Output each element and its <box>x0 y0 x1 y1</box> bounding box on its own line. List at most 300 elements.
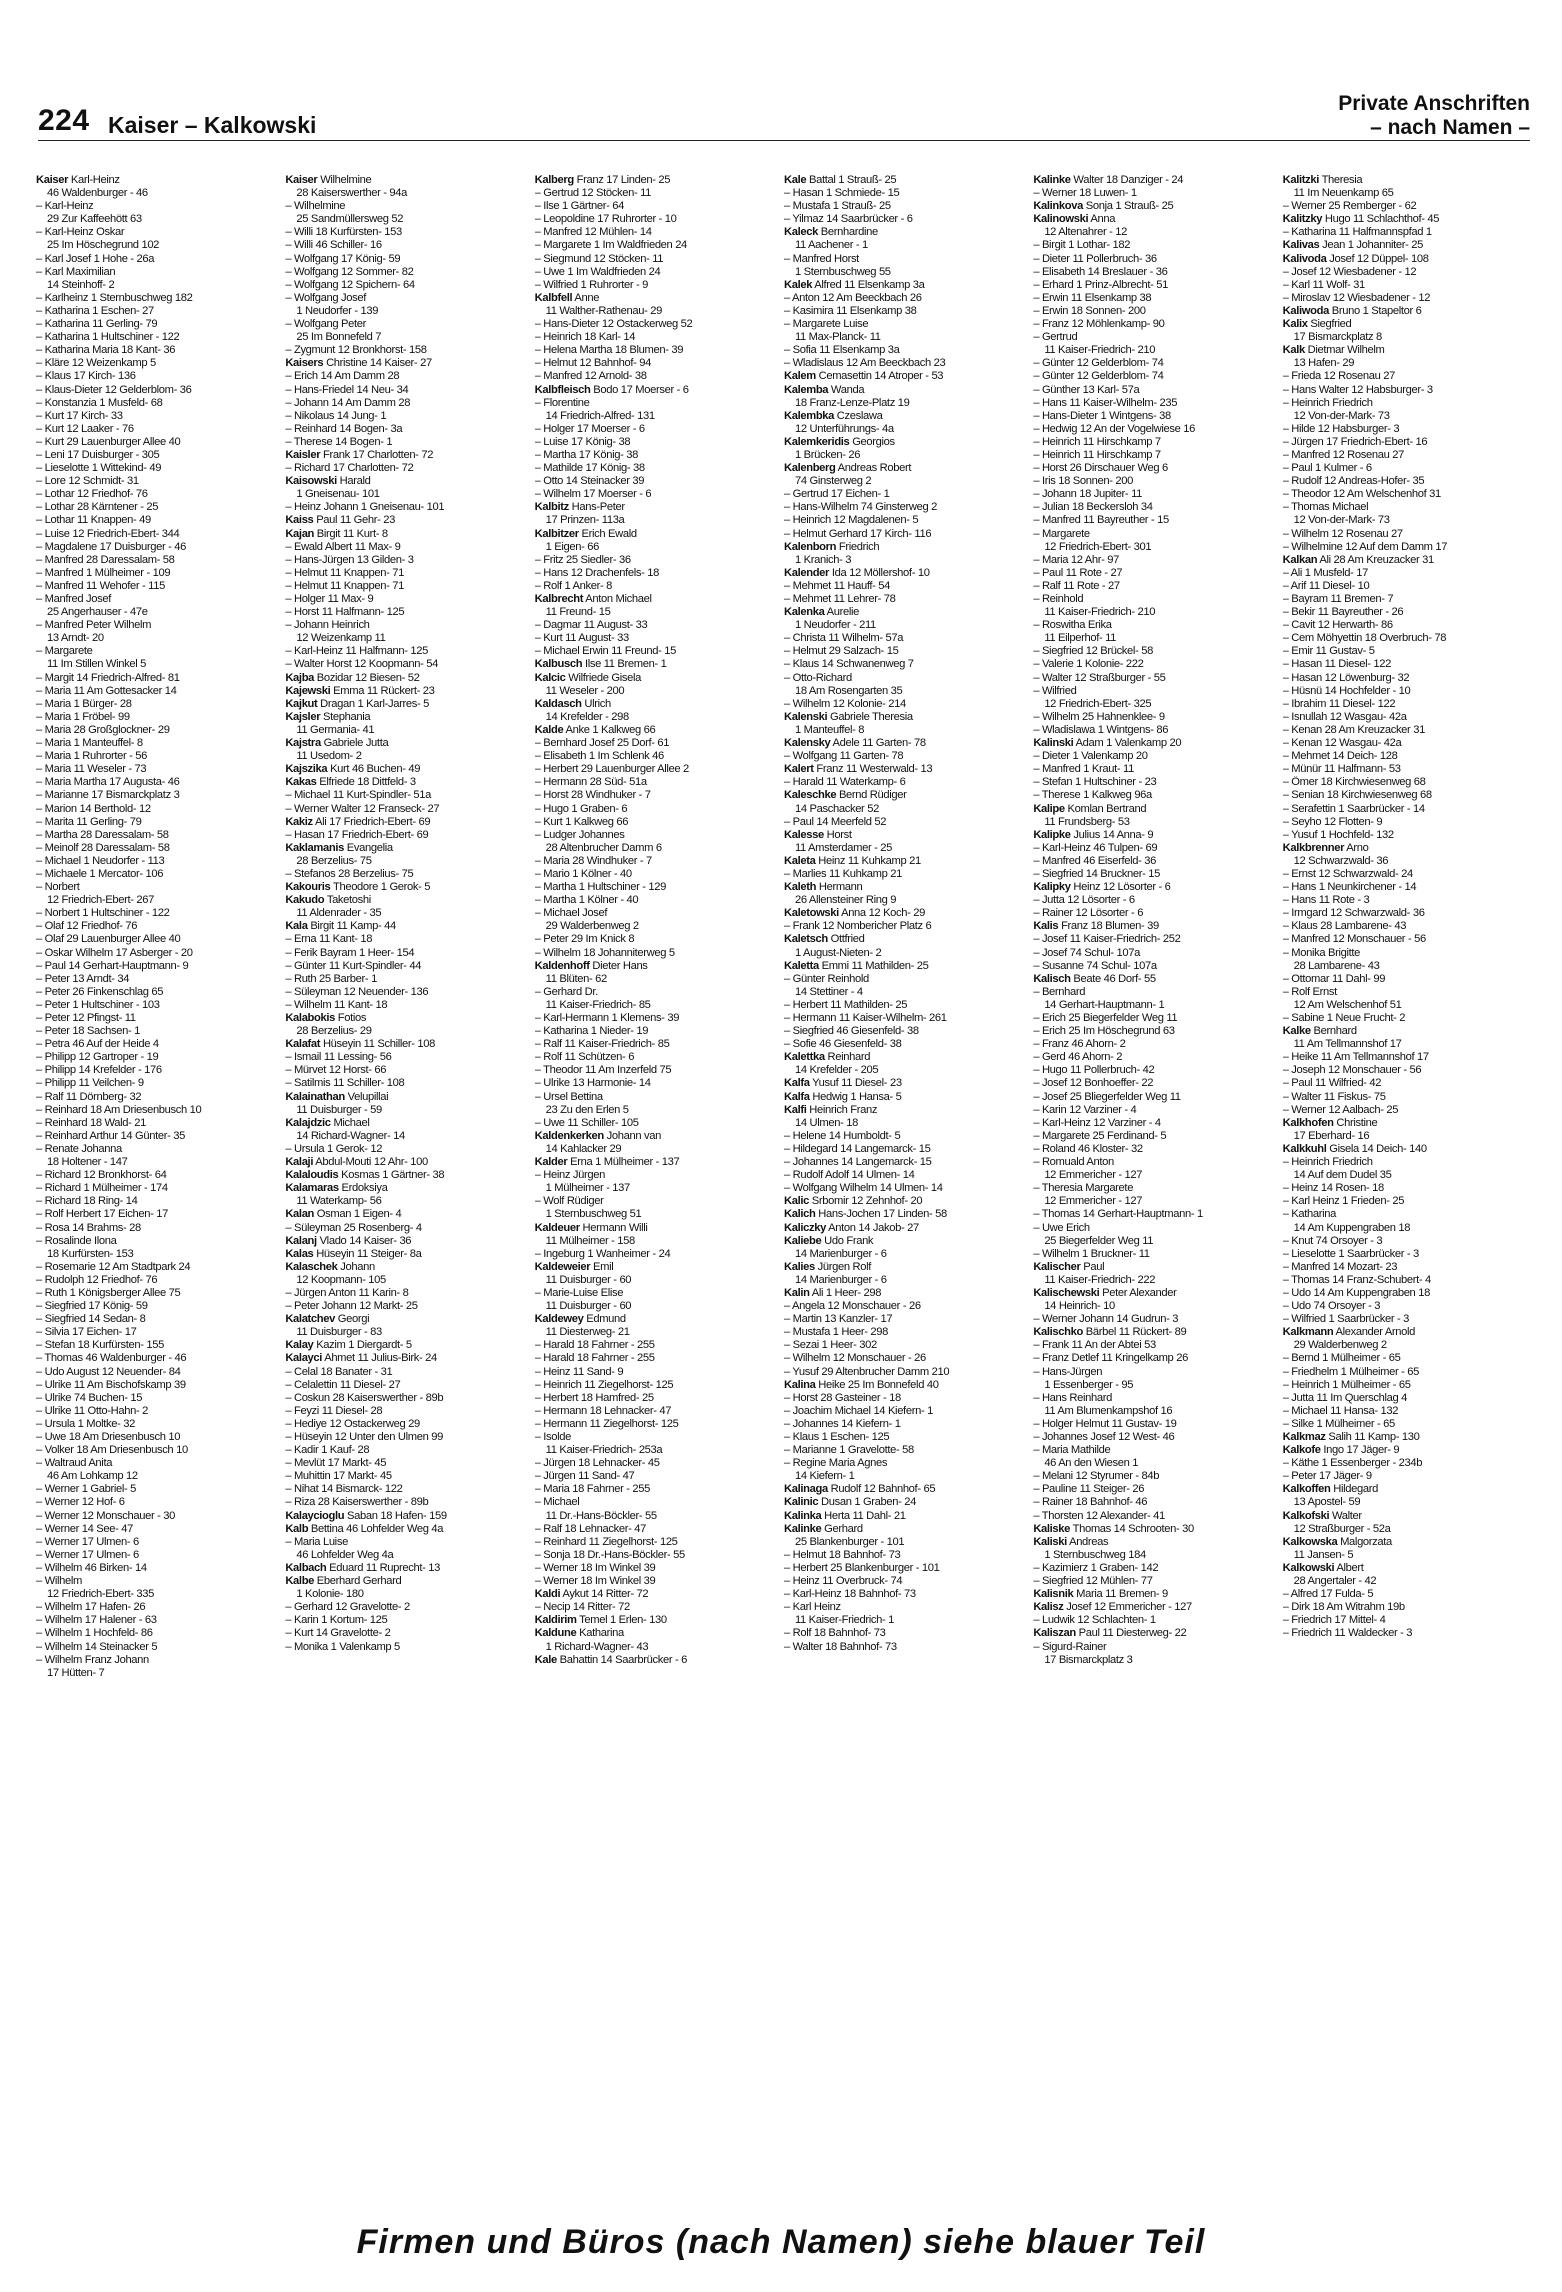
directory-entry <box>784 1366 1027 1379</box>
entry-surname: Kajewski <box>285 684 331 697</box>
directory-entry <box>36 698 279 711</box>
directory-entry <box>535 187 778 200</box>
entry-text: – Elisabeth 1 Im Schlenk 46 <box>534 750 664 763</box>
directory-entry <box>1283 947 1526 960</box>
directory-entry <box>1283 174 1526 187</box>
entry-text: – Zygmunt 12 Bronkhorst- 158 <box>285 344 427 357</box>
entry-text: Heinz 11 Kuhkamp 21 <box>815 854 921 867</box>
directory-entry <box>1033 384 1276 397</box>
entry-surname: Kalettka <box>783 1051 825 1064</box>
entry-text: – Karl-Heinz <box>36 200 94 213</box>
directory-entry <box>1033 1562 1276 1575</box>
directory-entry <box>1033 436 1276 449</box>
directory-entry <box>1283 1392 1526 1405</box>
entry-text: 1 Neudorfer - 211 <box>794 619 876 632</box>
directory-entry <box>535 1169 778 1182</box>
entry-text: – Mustafa 1 Strauß- 25 <box>783 200 891 213</box>
entry-surname: Kala <box>285 920 308 933</box>
directory-entry <box>36 868 279 881</box>
entry-surname: Kalensky <box>783 737 831 750</box>
entry-text: – Maria 12 Ahr- 97 <box>1033 553 1120 566</box>
entry-text: 11 Kaiser-Friedrich- 85 <box>545 998 651 1011</box>
entry-surname: Kalipky <box>1033 881 1071 894</box>
directory-entry <box>535 1117 778 1130</box>
entry-text: – Maria 11 Am Gottesacker 14 <box>36 684 177 697</box>
entry-text: – Theodor 12 Am Welschenhof 31 <box>1282 488 1441 501</box>
directory-column-1 <box>36 174 285 2182</box>
entry-surname: Kalbfell <box>534 291 573 304</box>
directory-entry <box>784 1575 1027 1588</box>
entry-text: – Karl Heinz 1 Frieden- 25 <box>1282 1195 1405 1208</box>
entry-surname: Kalkbrenner <box>1282 841 1345 854</box>
entry-text: Hans-Peter <box>568 501 625 514</box>
entry-text: 28 Kaiserswerther - 94a <box>296 187 408 200</box>
directory-entry <box>784 436 1027 449</box>
entry-text: – Werner 17 Ulmen- 6 <box>36 1535 139 1548</box>
entry-text: – Norbert 1 Hultschiner - 122 <box>36 907 170 920</box>
entry-text: – Maria 1 Bürger- 28 <box>36 697 132 710</box>
entry-text: – Reinhard 11 Ziegelhorst- 125 <box>534 1535 678 1548</box>
directory-entry <box>535 475 778 488</box>
entry-surname: Kaletta <box>783 959 819 972</box>
entry-text: – Reinhold <box>1033 593 1084 605</box>
entry-surname: Kaldenkerken <box>534 1129 604 1142</box>
entry-text: 18 Franz-Lenze-Platz 19 <box>794 396 910 409</box>
directory-entry <box>1033 514 1276 527</box>
directory-entry <box>535 1510 778 1523</box>
entry-text: – Walter Horst 12 Koopmann- 54 <box>285 658 438 671</box>
entry-text: – Hans 11 Rote - 3 <box>1282 894 1370 907</box>
entry-text: – Hugo 11 Pollerbruch- 42 <box>1033 1064 1155 1077</box>
directory-entry <box>535 672 778 685</box>
entry-text: 12 Von-der-Mark- 73 <box>1293 409 1390 422</box>
entry-text: – Karl-Heinz 11 Halfmann- 125 <box>285 645 428 658</box>
entry-text: 12 Von-der-Mark- 73 <box>1293 514 1390 527</box>
entry-text: 12 Am Welschenhof 51 <box>1293 998 1402 1011</box>
entry-text: – Helmut 12 Bahnhof- 94 <box>534 357 651 370</box>
directory-entry <box>1283 514 1526 527</box>
entry-text: – Hans-Jürgen 13 Gilden- 3 <box>285 553 414 566</box>
directory-entry <box>1283 1536 1526 1549</box>
directory-entry <box>535 1352 778 1365</box>
entry-surname: Kalem <box>783 370 816 383</box>
entry-text: Eduard 11 Ruprecht- 13 <box>326 1561 441 1574</box>
directory-entry <box>1283 632 1526 645</box>
entry-text: – Yilmaz 14 Saarbrücker - 6 <box>783 213 913 226</box>
entry-text: – Emir 11 Gustav- 5 <box>1282 645 1375 658</box>
entry-text: – Ruth 1 Königsberger Allee 75 <box>36 1286 181 1299</box>
entry-text: Harald <box>336 475 371 488</box>
name-range: Kaiser – Kalkowski <box>108 112 317 138</box>
entry-text: – Melani 12 Styrumer - 84b <box>1033 1470 1160 1483</box>
directory-entry <box>285 645 528 658</box>
entry-text: – Horst 28 Gasteiner - 18 <box>783 1391 901 1404</box>
entry-text: Julius 14 Anna- 9 <box>1070 828 1154 841</box>
entry-text: – Margit 14 Friedrich-Alfred- 81 <box>36 671 180 684</box>
entry-text: – Julian 18 Beckersloh 34 <box>1033 501 1153 514</box>
directory-entry <box>36 1025 279 1038</box>
directory-entry <box>36 462 279 475</box>
entry-text: – Holger 17 Moerser - 6 <box>534 422 645 435</box>
entry-text: – Peter 13 Arndt- 34 <box>36 972 130 985</box>
directory-entry <box>1033 711 1276 724</box>
entry-text: Taketoshi <box>324 894 371 907</box>
entry-text: – Philipp 11 Veilchen- 9 <box>36 1077 144 1090</box>
entry-text: Reinhard <box>824 1051 871 1064</box>
directory-entry <box>36 750 279 763</box>
directory-entry <box>285 803 528 816</box>
entry-text: Ingo 17 Jäger- 9 <box>1320 1444 1400 1457</box>
entry-text: – Martha 17 König- 38 <box>534 448 639 461</box>
directory-entry <box>1283 1379 1526 1392</box>
directory-entry <box>535 1470 778 1483</box>
entry-text: – Erwin 11 Elsenkamp 38 <box>1033 291 1152 304</box>
directory-entry <box>535 1156 778 1169</box>
directory-entry <box>285 1352 528 1365</box>
entry-text: 14 Richard-Wagner- 14 <box>296 1129 405 1142</box>
directory-entry <box>784 1077 1027 1090</box>
entry-text: Wilfriede Gisela <box>565 671 642 684</box>
directory-entry <box>1283 1562 1526 1575</box>
directory-entry <box>535 397 778 410</box>
entry-surname: Kaisers <box>285 357 324 370</box>
entry-text: – Rolf 1 Anker- 8 <box>534 579 613 592</box>
directory-entry <box>1283 1104 1526 1117</box>
entry-surname: Kalamaras <box>285 1182 339 1195</box>
entry-text: – Friedhelm 1 Mülheimer - 65 <box>1282 1365 1419 1378</box>
entry-text: – Maria Mathilde <box>1033 1444 1111 1457</box>
directory-entry <box>784 1470 1027 1483</box>
entry-text: – Ludwik 12 Schlachten- 1 <box>1033 1614 1156 1627</box>
entry-text: – Therese 14 Bogen- 1 <box>285 435 393 448</box>
entry-text: – Hediye 12 Ostackerweg 29 <box>285 1417 420 1430</box>
directory-entry <box>535 318 778 331</box>
directory-entry <box>535 174 778 187</box>
entry-text: – Werner 25 Remberger - 62 <box>1282 200 1417 213</box>
directory-entry <box>1283 1130 1526 1143</box>
entry-text: 46 Waldenburger - 46 <box>47 187 148 200</box>
directory-entry <box>784 501 1027 514</box>
entry-text: 14 Friedrich-Alfred- 131 <box>545 409 655 422</box>
directory-entry <box>1033 1431 1276 1444</box>
directory-entry <box>784 1379 1027 1392</box>
directory-entry <box>535 331 778 344</box>
entry-text: – Coskun 28 Kaiserswerther - 89b <box>285 1391 444 1404</box>
entry-text: 14 Krefelder - 205 <box>794 1064 879 1077</box>
entry-surname: Kalfa <box>783 1090 810 1103</box>
entry-text: – Hermann 18 Lehnacker- 47 <box>534 1404 672 1417</box>
directory-entry <box>535 384 778 397</box>
directory-entry <box>285 1143 528 1156</box>
directory-entry <box>784 789 1027 802</box>
directory-entry <box>1283 397 1526 410</box>
entry-text: – Isnullah 12 Wasgau- 42a <box>1282 710 1407 723</box>
entry-text: Osman 1 Eigen- 4 <box>314 1208 402 1221</box>
entry-text: Peter Alexander <box>1099 1286 1177 1299</box>
entry-surname: Kalaloudis <box>285 1169 339 1182</box>
entry-surname: Kalin <box>783 1286 810 1299</box>
directory-entry <box>285 1510 528 1523</box>
directory-entry <box>784 1104 1027 1117</box>
entry-text: – Stefan 18 Kurfürsten- 155 <box>36 1339 164 1352</box>
directory-entry <box>1033 200 1276 213</box>
directory-entry <box>784 619 1027 632</box>
directory-entry <box>285 1366 528 1379</box>
entry-text: – Frank 11 An der Abtei 53 <box>1033 1339 1156 1352</box>
entry-text: – Gerhard 12 Gravelotte- 2 <box>285 1601 410 1614</box>
directory-entry <box>1283 462 1526 475</box>
directory-entry <box>285 1130 528 1143</box>
entry-text: Bozidar 12 Biesen- 52 <box>314 671 420 684</box>
entry-text: Friedrich <box>836 540 880 553</box>
entry-text: Alfred 11 Elsenkamp 3a <box>812 278 925 291</box>
directory-entry <box>784 606 1027 619</box>
directory-entry <box>36 344 279 357</box>
directory-entry <box>285 541 528 554</box>
entry-text: – Karl-Heinz 46 Tulpen- 69 <box>1033 841 1158 854</box>
directory-entry <box>784 213 1027 226</box>
directory-entry <box>285 920 528 933</box>
directory-entry <box>36 685 279 698</box>
directory-entry <box>1033 776 1276 789</box>
directory-entry <box>1283 907 1526 920</box>
entry-text: 11 Germania- 41 <box>296 723 375 736</box>
entry-text: – Richard 12 Bronkhorst- 64 <box>36 1169 167 1182</box>
entry-text: – Jürgen 18 Lehnacker- 45 <box>534 1457 660 1470</box>
entry-text: – Feyzi 11 Diesel- 28 <box>285 1404 383 1417</box>
entry-text: – Kurt 17 Kirch- 33 <box>36 409 123 422</box>
directory-entry <box>1283 1352 1526 1365</box>
entry-text: 14 Ulmen- 18 <box>794 1116 858 1129</box>
entry-text: – Peter 18 Sachsen- 1 <box>36 1025 140 1038</box>
entry-text: 18 Am Rosengarten 35 <box>794 684 903 697</box>
directory-entry <box>285 1235 528 1248</box>
directory-entry <box>1283 1182 1526 1195</box>
entry-text: – Hugo 1 Graben- 6 <box>534 802 628 815</box>
entry-text: – Ralf 11 Dörnberg- 32 <box>36 1090 142 1103</box>
entry-text: – Wolf Rüdiger <box>534 1195 604 1208</box>
directory-entry <box>1283 973 1526 986</box>
directory-entry <box>535 750 778 763</box>
entry-text: – Joseph 12 Monschauer - 56 <box>1282 1064 1422 1077</box>
directory-entry <box>784 1091 1027 1104</box>
entry-text: – Yusuf 29 Altenbrucher Damm 210 <box>783 1365 950 1378</box>
entry-surname: Kajba <box>285 671 315 684</box>
directory-entry <box>285 1104 528 1117</box>
directory-entry <box>1283 239 1526 252</box>
entry-text: Hermann <box>816 881 863 894</box>
entry-text: – Roswitha Erika <box>1033 619 1112 632</box>
entry-text: – Mürvet 12 Horst- 66 <box>285 1064 387 1077</box>
directory-entry <box>1033 907 1276 920</box>
entry-text: – Heinrich Friedrich <box>1282 1156 1373 1169</box>
entry-text: – Kurt 29 Lauenburger Allee 40 <box>36 435 181 448</box>
entry-text: Erich Ewald <box>578 527 637 540</box>
entry-surname: Kalkofski <box>1282 1509 1330 1522</box>
entry-text: – Herbert 11 Mathilden- 25 <box>783 998 908 1011</box>
entry-text: Georgi <box>335 1313 370 1326</box>
entry-text: – Olaf 29 Lauenburger Allee 40 <box>36 933 181 946</box>
entry-surname: Kaldi <box>534 1588 561 1601</box>
entry-text: 14 Kiefern- 1 <box>794 1470 855 1483</box>
directory-entry <box>1283 842 1526 855</box>
entry-text: 13 Apostel- 59 <box>1293 1496 1361 1509</box>
entry-text: – Hüseyin 12 Unter den Ulmen 99 <box>285 1431 444 1443</box>
directory-entry <box>36 253 279 266</box>
entry-surname: Kalinkova <box>1033 200 1084 213</box>
directory-entry <box>285 763 528 776</box>
entry-text: – Sonja 18 Dr.-Hans-Böckler- 55 <box>534 1548 685 1561</box>
entry-text: 13 Hafen- 29 <box>1293 357 1355 370</box>
directory-entry <box>535 1064 778 1077</box>
directory-entry <box>535 789 778 802</box>
entry-text: – Josef 12 Wiesbadener - 12 <box>1282 265 1417 278</box>
entry-surname: Kaldenhoff <box>534 959 590 972</box>
directory-entry <box>36 920 279 933</box>
entry-text: 1 Brücken- 26 <box>794 448 861 461</box>
directory-entry <box>36 292 279 305</box>
directory-entry <box>535 606 778 619</box>
entry-text: Dietmar Wilhelm <box>1304 344 1385 357</box>
entry-text: Heike 25 Im Bonnefeld 40 <box>815 1378 939 1391</box>
entry-text: – Wladislaus 12 Am Beeckbach 23 <box>783 357 946 370</box>
entry-text: – Erich 14 Am Damm 28 <box>285 370 400 383</box>
directory-entry <box>784 462 1027 475</box>
directory-entry <box>36 1627 279 1640</box>
entry-text: – Wilhelmine 12 Auf dem Damm 17 <box>1282 540 1448 553</box>
directory-entry <box>535 1235 778 1248</box>
directory-entry <box>36 1248 279 1261</box>
entry-text: – Sabine 1 Neue Frucht- 2 <box>1282 1012 1406 1024</box>
directory-entry <box>285 397 528 410</box>
entry-text: – Walter 18 Bahnhof- 73 <box>783 1640 897 1653</box>
entry-text: – Jürgen 17 Friedrich-Ebert- 16 <box>1282 435 1428 448</box>
entry-text: Hüseyin 11 Steiger- 8a <box>313 1247 422 1260</box>
entry-text: 12 Friedrich-Ebert- 325 <box>1044 697 1152 710</box>
directory-entry <box>535 423 778 436</box>
directory-entry <box>36 816 279 829</box>
directory-entry <box>285 200 528 213</box>
entry-text: – Richard 1 Mülheimer - 174 <box>36 1182 168 1195</box>
directory-entry <box>36 1300 279 1313</box>
directory-entry <box>1283 1588 1526 1601</box>
directory-entry <box>285 475 528 488</box>
entry-text: Katharina <box>576 1627 624 1640</box>
directory-entry <box>1283 226 1526 239</box>
entry-text: 14 Gerhart-Hauptmann- 1 <box>1044 998 1165 1011</box>
entry-text: Horst <box>823 828 852 841</box>
entry-text: 12 Weizenkamp 11 <box>296 632 386 645</box>
directory-entry <box>784 1614 1027 1627</box>
directory-entry <box>1033 580 1276 593</box>
directory-entry <box>36 947 279 960</box>
directory-entry <box>784 475 1027 488</box>
directory-entry <box>1283 1483 1526 1496</box>
entry-text: – Philipp 14 Krefelder - 176 <box>36 1064 162 1077</box>
directory-entry <box>784 973 1027 986</box>
directory-entry <box>36 1235 279 1248</box>
entry-text: – Ulrike 74 Buchen- 15 <box>36 1391 143 1404</box>
entry-text: – Meinolf 28 Daressalam- 58 <box>36 841 170 854</box>
directory-entry <box>285 999 528 1012</box>
entry-surname: Kalert <box>783 763 814 776</box>
directory-entry <box>1283 789 1526 802</box>
entry-text: – Kurt 12 Laaker - 76 <box>36 422 134 435</box>
directory-entry <box>535 711 778 724</box>
entry-surname: Kalembka <box>783 409 835 422</box>
directory-entry <box>1283 829 1526 842</box>
entry-text: 28 Berzelius- 29 <box>296 1025 372 1038</box>
directory-entry <box>535 645 778 658</box>
directory-entry <box>1033 541 1276 554</box>
entry-text: 14 Stettiner - 4 <box>794 985 863 998</box>
directory-entry <box>285 855 528 868</box>
directory-entry <box>535 239 778 252</box>
directory-entry <box>535 1614 778 1627</box>
entry-text: Karl-Heinz <box>68 174 120 186</box>
directory-entry <box>1033 423 1276 436</box>
entry-text: – Manfred 1 Mülheimer - 109 <box>36 566 171 579</box>
entry-text: 29 Walderbenweg 2 <box>545 920 639 933</box>
entry-text: – Manfred Peter Wilhelm <box>36 619 152 632</box>
entry-surname: Kalischko <box>1033 1326 1084 1339</box>
entry-text: – Hans-Dieter 1 Wintgens- 38 <box>1033 409 1171 422</box>
directory-entry <box>1283 266 1526 279</box>
directory-entry <box>1033 763 1276 776</box>
directory-entry <box>285 1117 528 1130</box>
entry-text: – Bernhard Josef 25 Dorf- 61 <box>534 737 670 750</box>
directory-entry <box>535 1261 778 1274</box>
entry-text: – Martin 13 Kanzler- 17 <box>783 1313 893 1326</box>
directory-entry <box>784 1352 1027 1365</box>
entry-text: Walter <box>1329 1509 1362 1522</box>
directory-entry <box>36 973 279 986</box>
entry-surname: Kaldeweier <box>534 1260 591 1273</box>
entry-surname: Kaisler <box>285 448 321 461</box>
entry-text: – Heinrich 11 Hirschkamp 7 <box>1033 448 1161 461</box>
directory-entry <box>1283 344 1526 357</box>
entry-text: 11 Kaiser-Friedrich- 1 <box>794 1614 895 1627</box>
directory-entry <box>1033 528 1276 541</box>
entry-text: 11 Usedom- 2 <box>296 750 362 763</box>
directory-entry <box>1033 1261 1276 1274</box>
entry-text: – Isolde <box>534 1431 572 1443</box>
directory-entry <box>535 528 778 541</box>
entry-text: 11 Jansen- 5 <box>1293 1548 1354 1561</box>
entry-text: – Karl Heinz <box>783 1601 841 1614</box>
directory-entry <box>784 776 1027 789</box>
entry-text: 1 August-Nieten- 2 <box>794 946 882 959</box>
entry-text: – Kadir 1 Kauf- 28 <box>285 1444 370 1457</box>
directory-entry <box>36 1575 279 1588</box>
directory-entry <box>535 436 778 449</box>
entry-text: – Wilhelm 12 Monschauer - 26 <box>783 1352 926 1365</box>
directory-entry <box>285 370 528 383</box>
entry-text: 14 Krefelder - 298 <box>545 710 629 723</box>
directory-entry <box>36 174 279 187</box>
entry-text: – Hans Walter 12 Habsburger- 3 <box>1282 383 1433 396</box>
directory-entry <box>285 554 528 567</box>
directory-entry <box>285 436 528 449</box>
directory-entry <box>784 1562 1027 1575</box>
directory-entry <box>784 226 1027 239</box>
entry-surname: Kaleschke <box>783 789 837 802</box>
directory-entry <box>285 1261 528 1274</box>
entry-text: – Uwe 1 Im Waldfrieden 24 <box>534 265 661 278</box>
entry-text: – Monika 1 Valenkamp 5 <box>285 1640 400 1653</box>
entry-text: – Katharina 1 Eschen- 27 <box>36 304 154 317</box>
directory-entry <box>36 763 279 776</box>
